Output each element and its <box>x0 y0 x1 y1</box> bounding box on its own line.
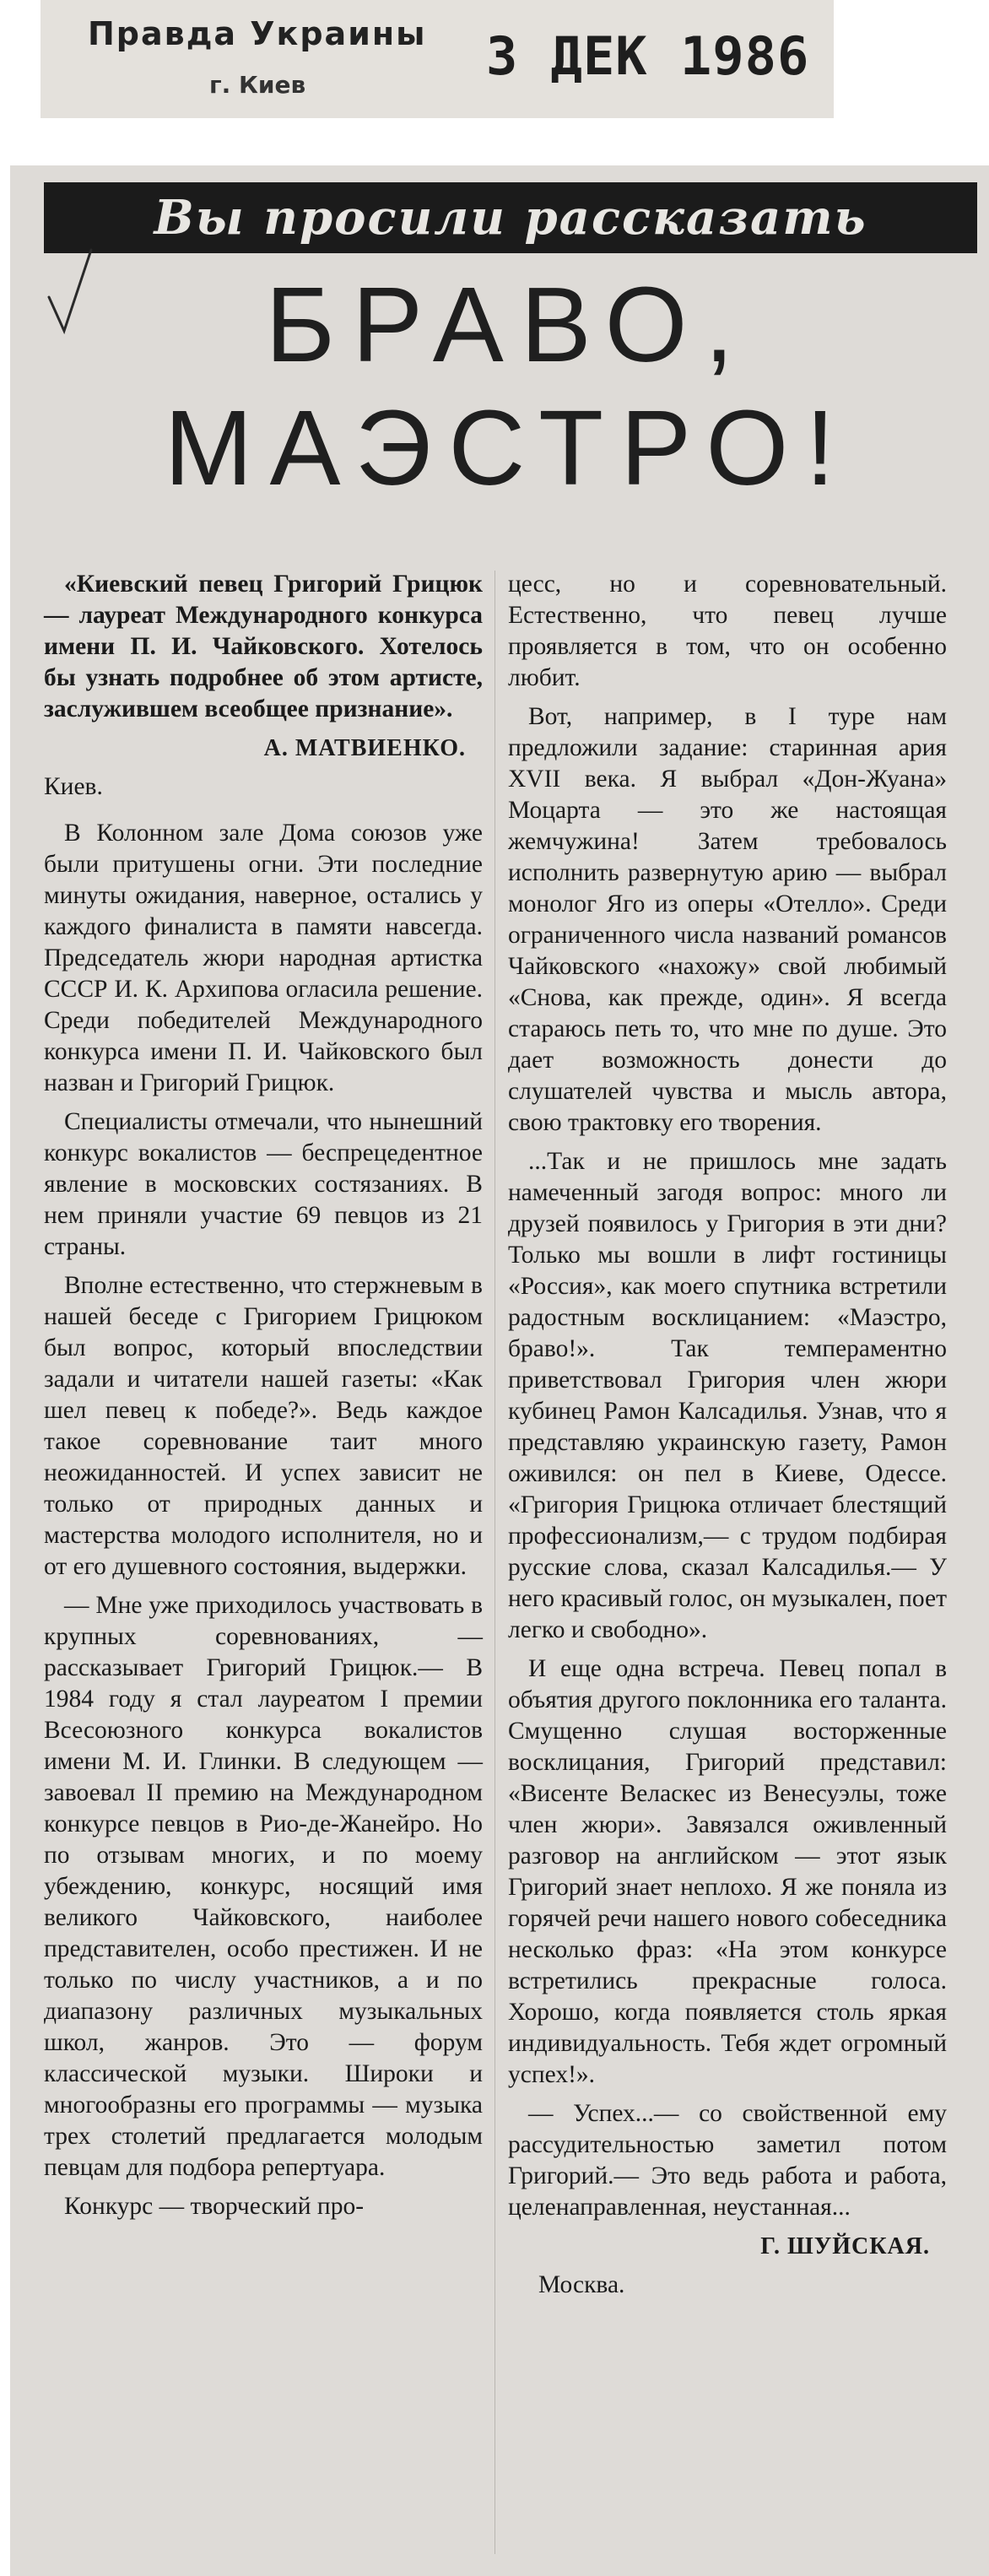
article-paragraph: цесс, но и соревновательный. Естественно, что певец лучше проявляется в том, что он особенно любит. <box>508 571 947 691</box>
article-paragraph: Специалисты отмечали, что нынешний конкурс вокалистов — беспрецедентное явление в московских состязаниях. В нем приняли участие 69 певцов из 21 страны. <box>44 1108 483 1260</box>
reader-city: Киев. <box>44 773 103 800</box>
article-paragraph: — Мне уже приходилось участвовать в крупных соревнованиях, — рассказывает Григорий Грицюк.— В 1984 году я стал лауреатом I премии Всесоюзного конкурса вокалистов имени М. И. Глинки. В следующем — завоевал II премию на Международном конкурсе певцов в Рио-де-Жанейро. Но по отзывам многих, и по моему убеждению, конкурс, носящий имя великого Чайковского, наиболее представителен, особо престижен. И не только по числу участников, а и по диапазону различных музыкальных школ, жанров. Это — форум классической музыки. Широки и многообразны его программы — музыка трех столетий предлагается молодым певцам для подбора репертуара. <box>44 1592 483 2181</box>
article-paragraph: Конкурс — творческий про- <box>64 2193 365 2220</box>
reader-signature: А. МАТВИЕНКО. <box>263 735 466 761</box>
article-headline: БРАВО, МАЭСТРО! <box>164 265 852 507</box>
author-signature: Г. ШУЙСКАЯ. <box>760 2233 930 2259</box>
column-divider <box>494 571 495 2554</box>
article-paragraph: Вот, например, в I туре нам предложили задание: старинная ария XVII века. Я выбрал «Дон-Жуана» Моцарта — это же настоящая жемчужина! Затем требовалось исполнить развернутую арию — выбрал монолог Яго из оперы «Отелло». Среди ограниченного числа названий романсов Чайковского «нахожу» свой любимый «Снова, как прежде, один». Я всегда стараюсь петь то, что мне по душе. Это дает возможность донести до слушателей чувства и мысль автора, свою трактовку его творения. <box>508 703 947 1136</box>
article-right-column <box>508 569 947 2316</box>
author-city: Москва. <box>538 2271 625 2298</box>
stamp-date: 3 ДЕК 1986 <box>486 25 810 87</box>
article-paragraph: Вполне естественно, что стержневым в нашей беседе с Григорием Грицюком был вопрос, который впоследствии задали и читатели нашей газеты: «Как шел певец к победе?». Ведь каждое такое соревнование таит много неожиданностей. И успех зависит не только от природных данных и мастерства молодого исполнителя, но и от его душевного состояния, выдержки. <box>44 1272 483 1580</box>
article-paragraph: — Успех...— со свойственной ему рассудительностью заметил потом Григорий.— Это ведь работа и работа, целенаправленная, неустанная... <box>508 2100 947 2221</box>
archive-stamp <box>41 0 834 118</box>
stamp-newspaper-name: Правда Украины <box>88 15 427 52</box>
article-paragraph: И еще одна встреча. Певец попал в объятия другого поклонника его таланта. Смущенно слушая восторженные восклицания, Григорий представил: «Висенте Веласкес из Венесуэлы, тоже член жюри». Завязался оживленный разговор на английском — этот язык Григорий знает неплохо. Я же поняла из горячей речи нашего нового собеседника несколько фраз: «На этом конкурсе встретились прекрасные голоса. Хорошо, когда появляется столь яркая индивидуальность. Тебя ждет огромный успех!». <box>508 1655 947 2088</box>
rubric-banner <box>44 182 977 253</box>
article-paragraph: ...Так и не пришлось мне задать намеченный загодя вопрос: много ли друзей появилось у Григория в эти дни? Только мы вошли в лифт гостиницы «Россия», как моего спутника встретили радостным восклицанием: «Маэстро, браво!». Так темпераментно приветствовал Григория член жюри кубинец Рамон Калсадилья. Узнав, что я представляю украинскую газету, Рамон оживился: он пел в Киеве, Одессе. «Григория Грицюка отличает блестящий профессионализм,— с трудом подбирая русские слова, сказал Калсадилья.— У него красивый голос, он музыкален, поет легко и свободно». <box>508 1148 947 1643</box>
article-paragraph: В Колонном зале Дома союзов уже были притушены огни. Эти последние минуты ожидания, наверное, остались у каждого финалиста в памяти навсегда. Председатель жюри народная артистка СССР И. К. Архипова огласила решение. Среди победителей Международного конкурса имени П. И. Чайковского был назван и Григорий Грицюк. <box>44 820 483 1096</box>
reader-question: «Киевский певец Григорий Грицюк — лауреат Международного конкурса имени П. И. Чайковского. Хотелось бы узнать подробнее об этом артисте, заслужившем всеобщее признание». <box>44 571 483 722</box>
newspaper-clipping <box>10 165 989 2576</box>
stamp-city: г. Киев <box>209 71 306 99</box>
rubric-title: Вы просили рассказать <box>154 190 867 246</box>
article-left-column <box>44 569 483 2230</box>
